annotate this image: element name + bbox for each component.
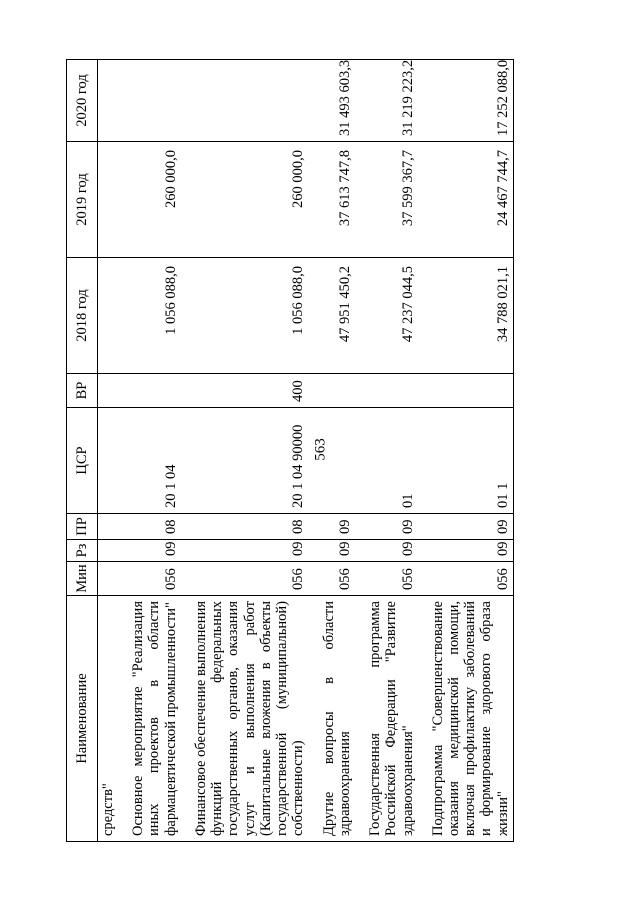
row-name: Государственная программа Российской Федерации "Развитие здравоохранения": [365, 596, 418, 842]
row-2019: 24 467 744,7: [428, 142, 514, 258]
row-vr: [365, 374, 418, 408]
row-pr: 09: [428, 514, 514, 540]
row-rz: 09: [128, 540, 181, 562]
row-pr: 09: [365, 514, 418, 540]
row-vr: 400: [191, 374, 309, 408]
header-2019: 2019 год: [67, 142, 98, 258]
row-2020: 31 219 223,2: [365, 60, 418, 142]
budget-table: [66, 59, 514, 842]
row-csr: 01 1: [428, 408, 514, 514]
table-row: [128, 60, 181, 842]
row-rz: [98, 540, 119, 562]
row-rz: 09: [365, 540, 418, 562]
row-spacer: [355, 60, 365, 842]
row-min: 056: [365, 562, 418, 596]
row-2020: 17 252 088,0: [428, 60, 514, 142]
row-name: Подпрограмма "Совершенствование оказания медицинской помощи, включая профилактику заболеваний и формирование здорового образа жизни": [428, 596, 514, 842]
row-2019: 260 000,0: [191, 142, 309, 258]
header-min: Мин: [67, 562, 98, 596]
row-2018: [98, 258, 119, 374]
row-2020: [191, 60, 309, 142]
row-csr: 20 1 04 90000: [191, 408, 309, 514]
row-min: [98, 562, 119, 596]
row-csr: 20 1 04: [128, 408, 181, 514]
header-vr: ВР: [67, 374, 98, 408]
row-vr: [319, 374, 355, 408]
row-spacer: [181, 60, 191, 842]
row-2020: 31 493 603,3: [319, 60, 355, 142]
row-spacer: [418, 60, 428, 842]
row-pr: 08: [128, 514, 181, 540]
table-row: [428, 60, 514, 842]
row-2018: 47 237 044,5: [365, 258, 418, 374]
row-2019: 37 599 367,7: [365, 142, 418, 258]
header-2020: 2020 год: [67, 60, 98, 142]
row-rz: 09: [191, 540, 309, 562]
row-min: 056: [191, 562, 309, 596]
row-rz: 09: [319, 540, 355, 562]
row-2019: 37 613 747,8: [319, 142, 355, 258]
header-rz: Рз: [67, 540, 98, 562]
row-2019: 260 000,0: [128, 142, 181, 258]
table-row: [98, 60, 119, 842]
row-rz: 09: [428, 540, 514, 562]
row-csr: 01: [365, 408, 418, 514]
table-row: [319, 60, 355, 842]
row-2020: [128, 60, 181, 142]
row-2018: 47 951 450,2: [319, 258, 355, 374]
row-vr: [128, 374, 181, 408]
budget-sheet: [66, 60, 606, 842]
row-min: 056: [128, 562, 181, 596]
row-vr: [98, 374, 119, 408]
row-2018: 1 056 088,0: [128, 258, 181, 374]
row-name: Финансовое обеспечение выполнения функций федеральных государственных органов, оказания услуг и выполнения работ (Капитальные вложения в объекты государственной (муниципальной) собственности): [191, 596, 309, 842]
row-spacer: [118, 60, 128, 842]
row-pr: [98, 514, 119, 540]
row-min: 056: [319, 562, 355, 596]
table-row: [365, 60, 418, 842]
row-2018: 1 056 088,0: [191, 258, 309, 374]
row-2019: [98, 142, 119, 258]
row-2018: 34 788 021,1: [428, 258, 514, 374]
row-name: средств": [98, 596, 119, 842]
header-name: Наименование: [67, 596, 98, 842]
header-2018: 2018 год: [67, 258, 98, 374]
header-pr: ПР: [67, 514, 98, 540]
row-2020: [98, 60, 119, 142]
row-csr: [319, 408, 355, 514]
row-min: 056: [428, 562, 514, 596]
header-csr: ЦСР: [67, 408, 98, 514]
row-pr: 09: [319, 514, 355, 540]
row-name: Другие вопросы в области здравоохранения: [319, 596, 355, 842]
row-name: Основное мероприятие "Реализация иных проектов в области фармацевтической промышленности": [128, 596, 181, 842]
row-pr: 08: [191, 514, 309, 540]
row-csr: [98, 408, 119, 514]
row-spacer: [309, 60, 319, 842]
table-row: [191, 60, 309, 842]
row-vr: [428, 374, 514, 408]
table-header: [67, 60, 98, 842]
page-number: 563: [312, 438, 329, 461]
